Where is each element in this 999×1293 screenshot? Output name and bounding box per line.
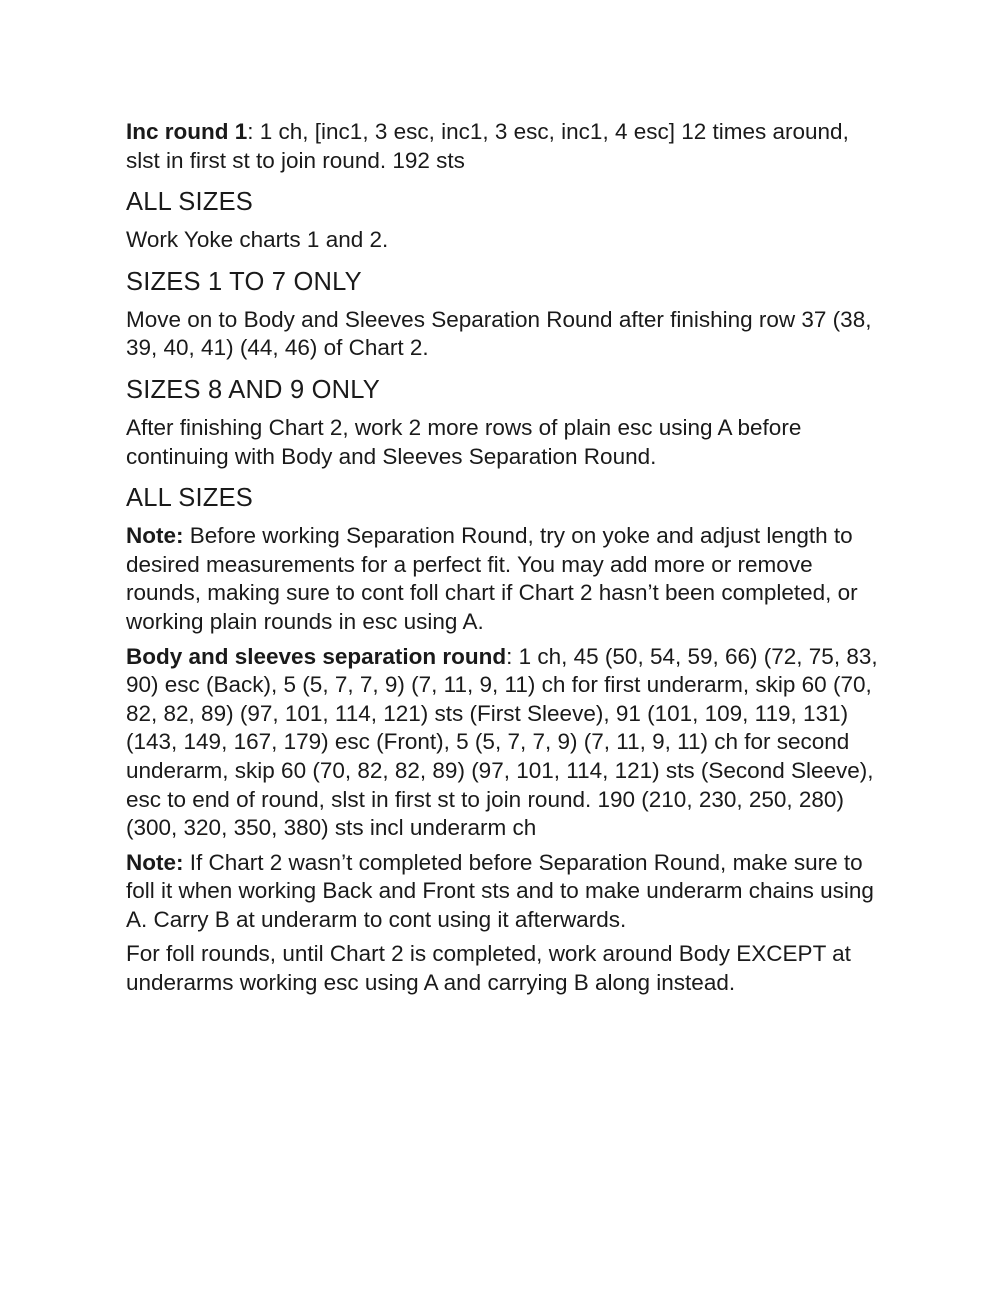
sizes-1-7-paragraph: Move on to Body and Sleeves Separation Round after finishing row 37 (38, 39, 40, 41) (44, 46) of Chart 2. — [126, 306, 872, 361]
note-1-paragraph — [126, 522, 886, 636]
heading-sizes-1-to-7: SIZES 1 TO 7 ONLY — [126, 267, 362, 296]
heading-all-sizes-2: ALL SIZES — [126, 484, 253, 513]
pattern-page — [126, 118, 886, 1004]
inc-round-label: Inc round 1 — [126, 119, 248, 144]
sizes-8-9-paragraph: After finishing Chart 2, work 2 more rows of plain esc using A before continuing with Body and Sleeves Separation Round. — [126, 414, 802, 469]
work-yoke-paragraph: Work Yoke charts 1 and 2. — [126, 227, 389, 253]
note-2-label: Note: — [126, 849, 184, 875]
note-1-label: Note: — [126, 523, 184, 549]
note-2-paragraph — [126, 849, 886, 935]
inc-round-text: : 1 ch, [inc1, 3 esc, inc1, 3 esc, inc1, 4 esc] 12 times around, slst in first st to join round. 192 sts — [126, 119, 849, 173]
note-1-text: Before working Separation Round, try on yoke and adjust length to desired measurements for a perfect fit. You may add more or remove rounds, making sure to cont foll chart if Chart 2 hasn’t been completed, or working plain rounds in esc using A. — [126, 523, 858, 634]
separation-round-label: Body and sleeves separation round — [126, 643, 507, 669]
heading-sizes-8-and-9: SIZES 8 AND 9 ONLY — [126, 375, 380, 404]
foll-rounds-paragraph: For foll rounds, until Chart 2 is completed, work around Body EXCEPT at underarms working esc using A and carrying B along instead. — [126, 941, 851, 996]
heading-all-sizes-1: ALL SIZES — [126, 188, 253, 217]
separation-round-text: : 1 ch, 45 (50, 54, 59, 66) (72, 75, 83, 90) esc (Back), 5 (5, 7, 7, 9) (7, 11, 9, 11) ch for first underarm, skip 60 (70, 82, 82, 89) (97, 101, 114, 121) sts (First Sleeve), 91 (101, 109, 119, 131) (143, 149, 167, 179) esc (Front), 5 (5, 7, 7, 9) (7, 11, 9, 11) ch for second underarm, skip 60 (70, 82, 82, 89) (97, 101, 114, 121) sts (Second Sleeve), esc to end of round, slst in first st to join round. 190 (210, 230, 250, 280) (300, 320, 350, 380) sts incl underarm ch — [126, 643, 878, 841]
separation-round-paragraph — [126, 643, 886, 843]
note-2-text: If Chart 2 wasn’t completed before Separation Round, make sure to foll it when working Back and Front sts and to make underarm chains using A. Carry B at underarm to cont using it afterwards. — [126, 849, 874, 932]
inc-round-paragraph — [126, 118, 886, 175]
